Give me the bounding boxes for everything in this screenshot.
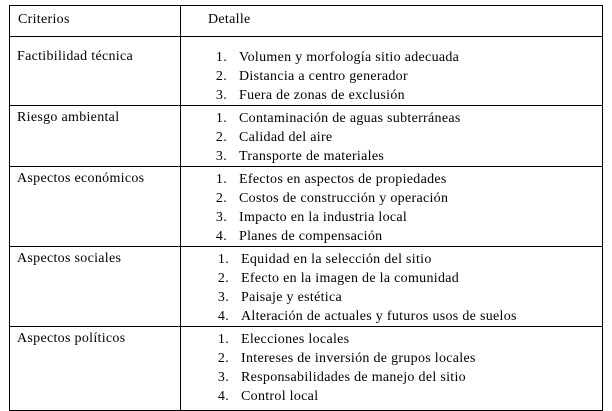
- item-number: 2.: [215, 69, 227, 84]
- header-criteria-cell: [10, 6, 181, 37]
- list-item: [181, 387, 602, 406]
- item-text: Efecto en la imagen de la comunidad: [241, 271, 460, 286]
- list-item: [181, 288, 602, 307]
- item-text: Control local: [241, 389, 319, 404]
- item-number: 2.: [215, 191, 227, 206]
- criterion-label: Riesgo ambiental: [17, 110, 120, 125]
- criterion-cell: [10, 247, 181, 327]
- detail-cell: [181, 327, 603, 411]
- list-item: [181, 128, 602, 147]
- detail-list: [181, 247, 602, 326]
- item-text: Volumen y morfología sitio adecuada: [239, 50, 460, 65]
- table-header-row: [10, 6, 603, 37]
- list-item: [181, 227, 602, 246]
- detail-cell: [181, 37, 603, 106]
- item-text: Equidad en la selección del sitio: [241, 252, 432, 267]
- item-number: 1.: [215, 50, 227, 65]
- detail-list: [181, 327, 602, 406]
- list-item: [181, 147, 602, 166]
- item-number: 3.: [215, 210, 227, 225]
- item-number: 3.: [217, 290, 229, 305]
- item-text: Efectos en aspectos de propiedades: [239, 172, 447, 187]
- item-number: 4.: [217, 309, 229, 324]
- detail-cell: [181, 167, 603, 247]
- criterion-cell: [10, 327, 181, 411]
- criterion-label: Factibilidad técnica: [17, 49, 134, 64]
- list-item: [181, 307, 602, 326]
- header-detail-label: Detalle: [208, 12, 251, 27]
- criterion-cell: [10, 37, 181, 106]
- list-item: [181, 368, 602, 387]
- detail-list: [181, 106, 602, 166]
- list-item: [181, 208, 602, 227]
- list-item: [181, 189, 602, 208]
- item-number: 3.: [215, 88, 227, 103]
- detail-cell: [181, 106, 603, 167]
- table-row-factibilidad: [10, 37, 603, 106]
- detail-cell: [181, 247, 603, 327]
- list-item: [181, 250, 602, 269]
- item-text: Intereses de inversión de grupos locales: [241, 351, 476, 366]
- item-text: Transporte de materiales: [239, 149, 385, 164]
- criteria-table: [9, 5, 603, 411]
- list-item: [181, 170, 602, 189]
- item-number: 1.: [215, 111, 227, 126]
- list-item: [181, 109, 602, 128]
- list-item: [181, 67, 602, 86]
- item-text: Impacto en la industria local: [239, 210, 408, 225]
- item-text: Planes de compensación: [239, 229, 383, 244]
- table-row-sociales: [10, 247, 603, 327]
- item-text: Fuera de zonas de exclusión: [239, 88, 405, 103]
- item-text: Responsabilidades de manejo del sitio: [241, 370, 466, 385]
- header-criteria-label: Criterios: [18, 12, 70, 27]
- item-text: Contaminación de aguas subterráneas: [239, 111, 461, 126]
- item-number: 2.: [217, 351, 229, 366]
- criterion-label: Aspectos políticos: [17, 331, 126, 346]
- list-item: [181, 349, 602, 368]
- table-row-riesgo: [10, 106, 603, 167]
- criterion-label: Aspectos económicos: [17, 171, 145, 186]
- item-number: 1.: [215, 172, 227, 187]
- item-number: 1.: [217, 252, 229, 267]
- list-item: [181, 269, 602, 288]
- item-number: 2.: [217, 271, 229, 286]
- item-text: Paisaje y estética: [241, 290, 343, 305]
- criterion-cell: [10, 106, 181, 167]
- item-text: Calidad del aire: [239, 130, 333, 145]
- criterion-label: Aspectos sociales: [17, 251, 122, 266]
- item-number: 3.: [217, 370, 229, 385]
- item-text: Distancia a centro generador: [239, 69, 408, 84]
- item-text: Costos de construcción y operación: [239, 191, 449, 206]
- detail-list: [181, 37, 602, 105]
- table-row-economicos: [10, 167, 603, 247]
- header-detail-cell: [181, 6, 603, 37]
- item-number: 3.: [215, 149, 227, 164]
- item-number: 4.: [217, 389, 229, 404]
- list-item: [181, 330, 602, 349]
- item-number: 1.: [217, 332, 229, 347]
- table-row-politicos: [10, 327, 603, 411]
- item-number: 4.: [215, 229, 227, 244]
- list-item: [181, 48, 602, 67]
- cell-bottom-padding: [181, 406, 602, 410]
- detail-list: [181, 167, 602, 246]
- item-text: Alteración de actuales y futuros usos de suelos: [241, 309, 517, 324]
- criterion-cell: [10, 167, 181, 247]
- item-number: 2.: [215, 130, 227, 145]
- item-text: Elecciones locales: [241, 332, 350, 347]
- list-item: [181, 86, 602, 105]
